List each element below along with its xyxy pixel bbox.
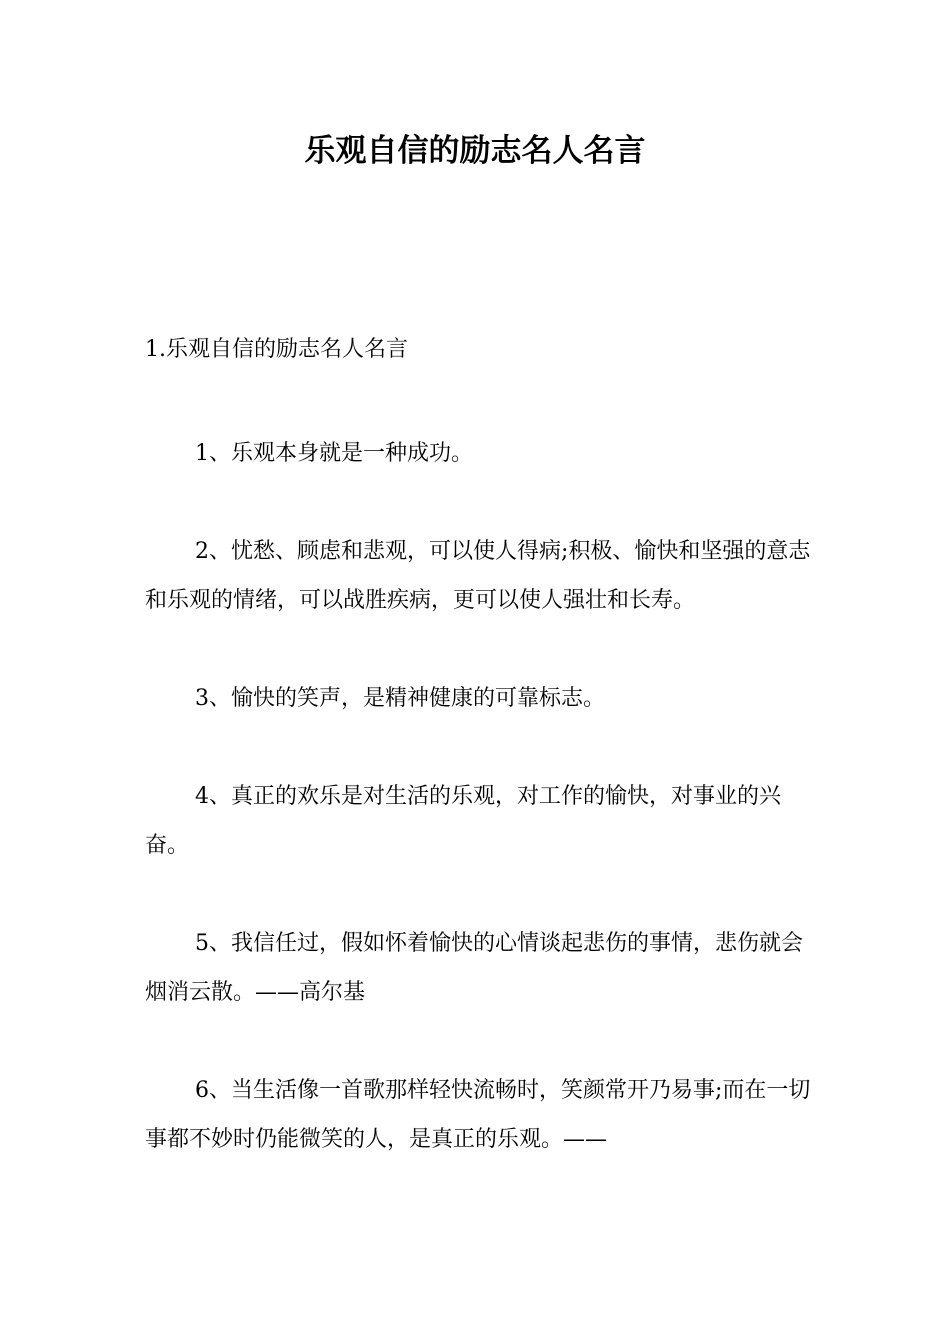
quote-paragraph: 5、我信任过，假如怀着愉快的心情谈起悲伤的事情，悲伤就会烟消云散。——高尔基 bbox=[145, 931, 803, 1005]
quote-paragraph: 1、乐观本身就是一种成功。 bbox=[195, 441, 473, 466]
quote-paragraph: 4、真正的欢乐是对生活的乐观，对工作的愉快，对事业的兴奋。 bbox=[145, 784, 781, 858]
quote-paragraph: 2、忧愁、顾虑和悲观，可以使人得病;积极、愉快和坚强的意志和乐观的情绪，可以战胜疾病，更可以使人强壮和长寿。 bbox=[145, 539, 811, 613]
document-title: 乐观自信的励志名人名言 bbox=[304, 133, 646, 169]
quote-list bbox=[145, 429, 815, 1213]
quote-paragraph: 6、当生活像一首歌那样轻快流畅时，笑颜常开乃易事;而在一切事都不妙时仍能微笑的人，是真正的乐观。—— bbox=[145, 1078, 811, 1152]
section-heading: 1.乐观自信的励志名人名言 bbox=[145, 337, 408, 362]
quote-paragraph: 3、愉快的笑声，是精神健康的可靠标志。 bbox=[195, 686, 605, 711]
